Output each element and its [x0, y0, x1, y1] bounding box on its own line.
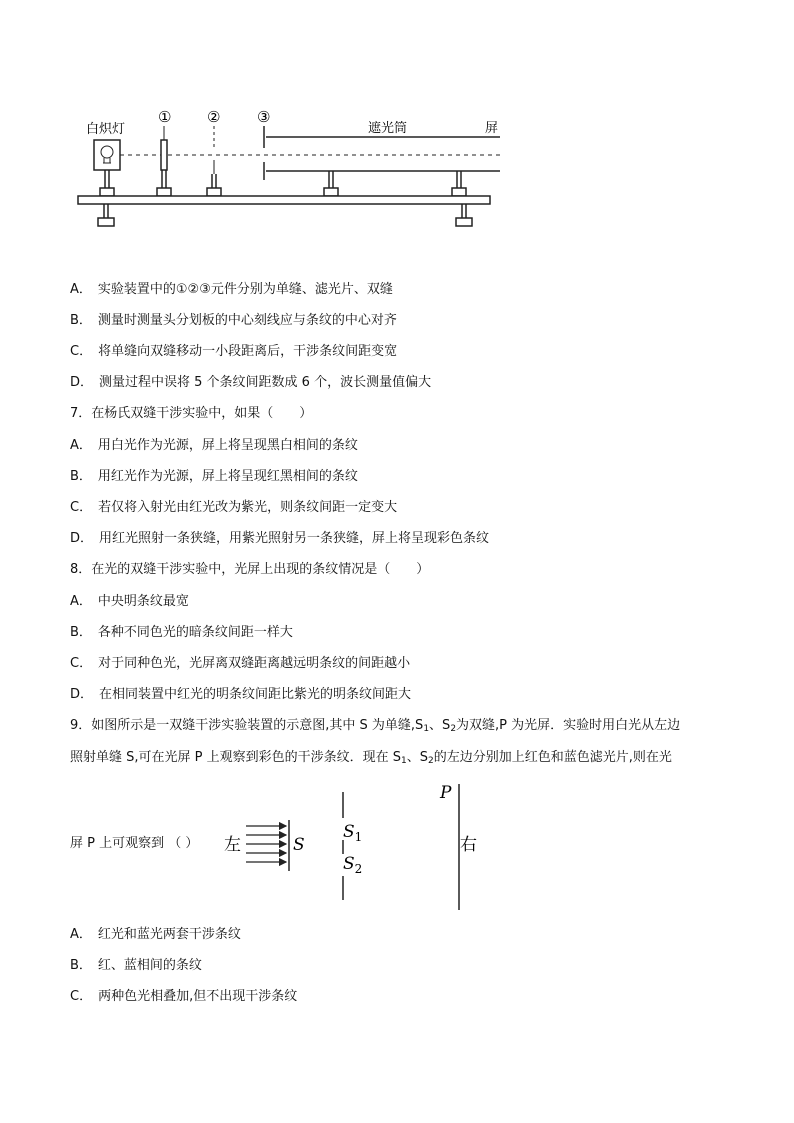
q6-option-a: A． 实验装置中的①②③元件分别为单缝、滤光片、双缝 — [70, 282, 393, 297]
q8-stem: 8．在光的双缝干涉实验中，光屏上出现的条纹情况是（ ） — [70, 562, 430, 577]
apparatus-diagram — [70, 100, 500, 240]
label-slit-s1: $S_1$ — [343, 822, 363, 844]
label-component-3: ③ — [257, 108, 271, 126]
base-rail — [78, 196, 490, 204]
q6-option-b: B． 测量时测量头分划板的中心刻线应与条纹的中心对齐 — [70, 313, 397, 328]
q9-stem-line-1: 9．如图所示是一双缝干涉实验装置的示意图,其中 S 为单缝$,S_1$、$S_2$为双缝,P 为光屏．实验时用白光从左边 — [70, 718, 681, 734]
q8-option-b: B． 各种不同色光的暗条纹间距一样大 — [70, 625, 293, 640]
q7-stem: 7．在杨氏双缝干涉实验中，如果（ ） — [70, 406, 313, 421]
q9-option-a: A． 红光和蓝光两套干涉条纹 — [70, 927, 241, 942]
label-left: 左 — [224, 835, 241, 855]
component-1-element — [161, 140, 167, 170]
q6-option-d: D． 测量过程中误将 5 个条纹间距数成 6 个，波长测量值偏大 — [70, 375, 432, 390]
lamp-housing — [94, 140, 120, 170]
q6-option-c: C． 将单缝向双缝移动一小段距离后，干涉条纹间距变宽 — [70, 344, 398, 359]
q7-option-c: C． 若仅将入射光由红光改为紫光，则条纹间距一定变大 — [70, 500, 398, 515]
label-component-2: ② — [207, 108, 221, 126]
incident-light-arrows — [246, 826, 286, 862]
q8-option-d: D． 在相同装置中红光的明条纹间距比紫光的明条纹间距大 — [70, 687, 412, 702]
q9-option-c: C． 两种色光相叠加,但不出现干涉条纹 — [70, 989, 298, 1004]
q8-option-a: A． 中央明条纹最宽 — [70, 594, 189, 609]
label-single-slit: S — [293, 835, 305, 855]
label-screen: 屏 — [484, 121, 498, 136]
double-slit-schematic — [222, 780, 502, 914]
q9-stem-line-2: 照射单缝 S,可在光屏 P 上观察到彩色的干涉条纹．现在 $S_1$、$S_2$的左边分别加上红色和蓝色滤光片,则在光 — [70, 750, 672, 766]
label-lamp: 白炽灯 — [86, 122, 126, 137]
label-slit-s2: $S_2$ — [343, 854, 363, 876]
label-screen-p: P — [440, 783, 452, 803]
q7-option-b: B． 用红光作为光源，屏上将呈现红黑相间的条纹 — [70, 469, 358, 484]
label-light-tube: 遮光筒 — [368, 121, 408, 136]
q8-option-c: C． 对于同种色光，光屏离双缝距离越远明条纹的间距越小 — [70, 656, 411, 671]
q7-option-a: A． 用白光作为光源，屏上将呈现黑白相间的条纹 — [70, 438, 358, 453]
q9-stem-line-3: 屏 P 上可观察到 （ ） — [70, 836, 199, 851]
q7-option-d: D． 用红光照射一条狭缝，用紫光照射另一条狭缝，屏上将呈现彩色条纹 — [70, 531, 490, 546]
label-component-1: ① — [158, 108, 172, 126]
q9-option-b: B． 红、蓝相间的条纹 — [70, 958, 202, 973]
label-right: 右 — [460, 835, 477, 855]
